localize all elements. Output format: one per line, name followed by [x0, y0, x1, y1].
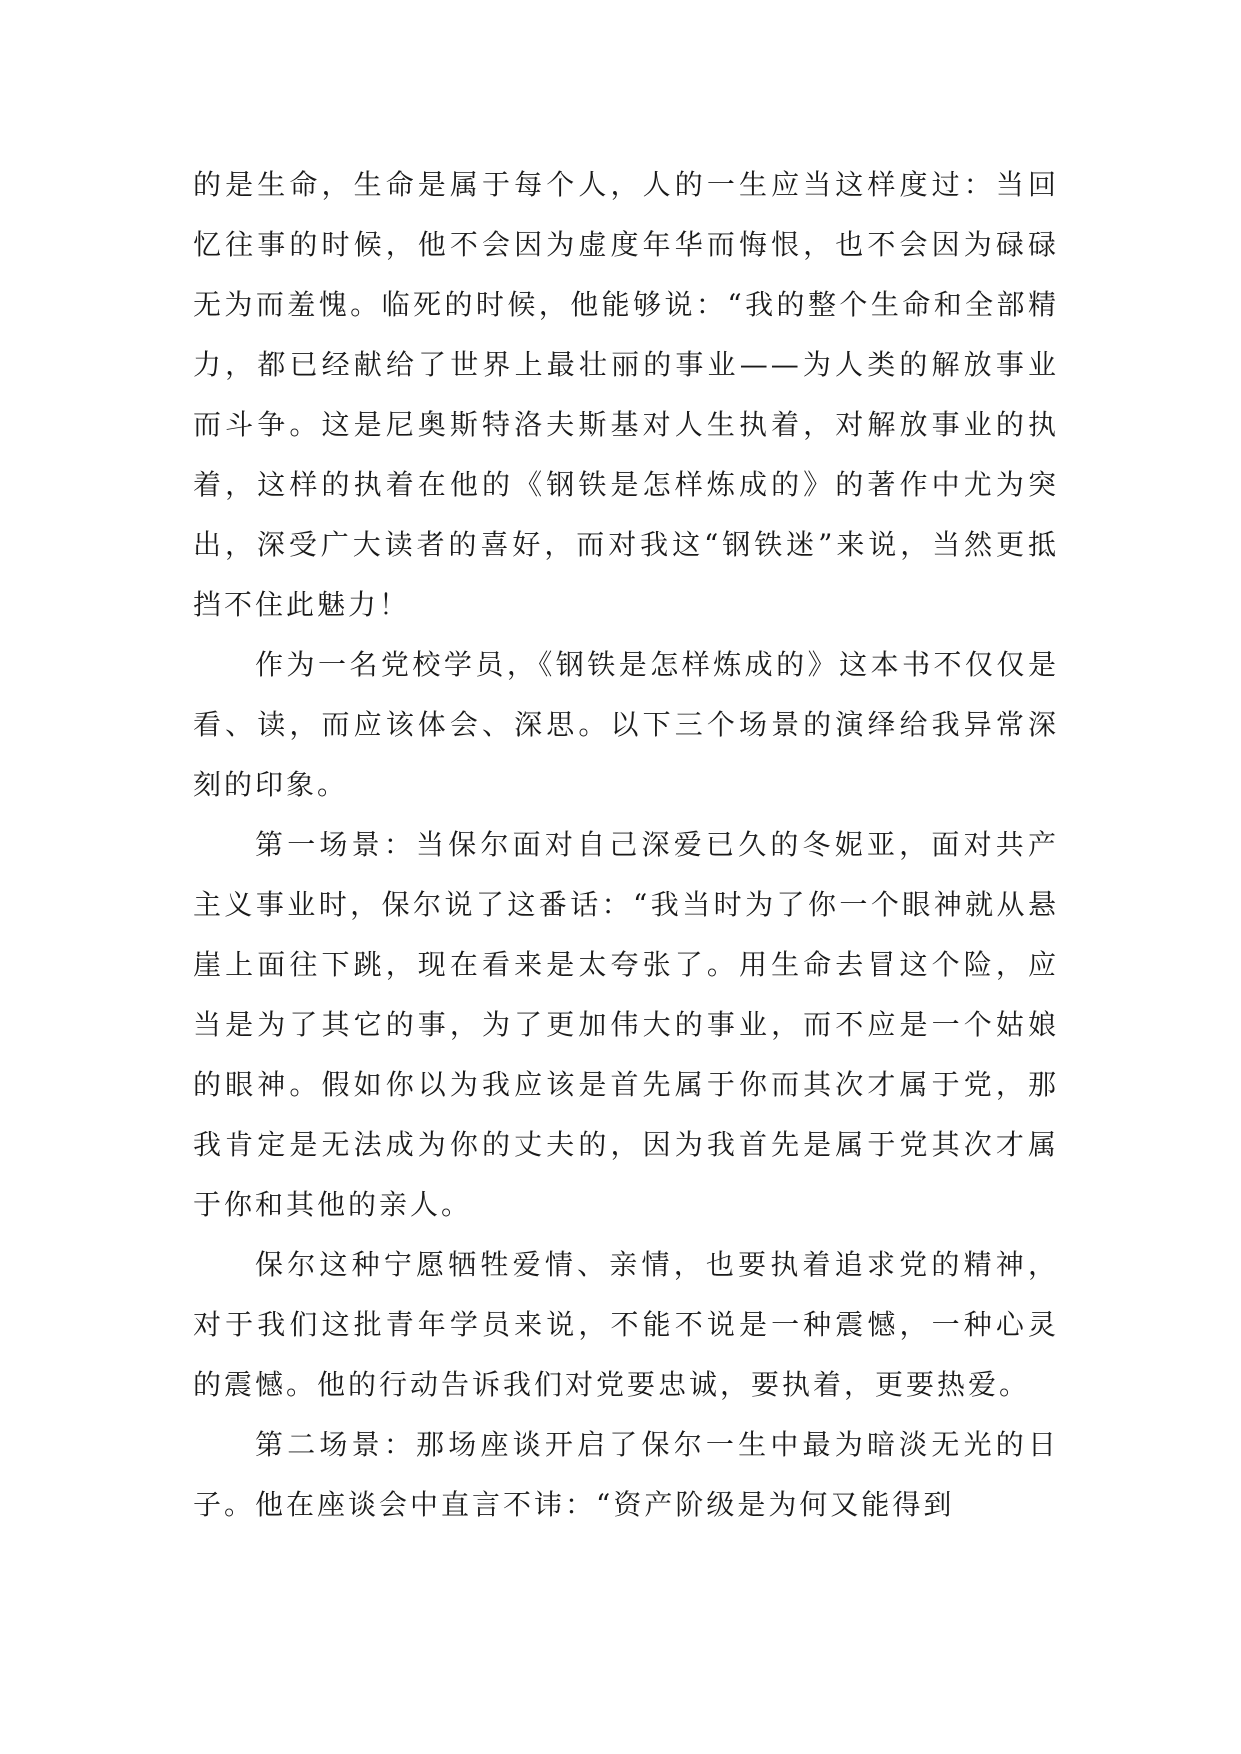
paragraph-2: 作为一名党校学员，《钢铁是怎样炼成的》这本书不仅仅是看、读，而应该体会、深思。以下三个场景的演绎给我异常深刻的印象。: [193, 648, 1059, 801]
paragraph-1: 的是生命，生命是属于每个人，人的一生应当这样度过：当回忆往事的时候，他不会因为虚度年华而悔恨，也不会因为碌碌无为而羞愧。临死的时候，他能够说：“我的整个生命和全部精力，都已经献给了世界上最壮丽的事业——为人类的解放事业而斗争。这是尼奥斯特洛夫斯基对人生执着，对解放事业的执着，这样的执着在他的《钢铁是怎样炼成的》的著作中尤为突出，深受广大读者的喜好，而对我这“钢铁迷”来说，当然更抵挡不住此魅力！: [193, 168, 1059, 621]
paragraph-3: 第一场景：当保尔面对自己深爱已久的冬妮亚，面对共产主义事业时，保尔说了这番话：“我当时为了你一个眼神就从悬崖上面往下跳，现在看来是太夸张了。用生命去冒这个险，应当是为了其它的事，为了更加伟大的事业，而不应是一个姑娘的眼神。假如你以为我应该是首先属于你而其次才属于党，那我肯定是无法成为你的丈夫的，因为我首先是属于党其次才属于你和其他的亲人。: [193, 828, 1059, 1221]
paragraph-4: 保尔这种宁愿牺牲爱情、亲情，也要执着追求党的精神，对于我们这批青年学员来说，不能不说是一种震憾，一种心灵的震憾。他的行动告诉我们对党要忠诚，要执着，更要热爱。: [193, 1248, 1059, 1401]
paragraph-5: 第二场景：那场座谈开启了保尔一生中最为暗淡无光的日子。他在座谈会中直言不讳：“资产阶级是为何又能得到: [193, 1428, 1059, 1521]
body-text: [193, 155, 1059, 1535]
